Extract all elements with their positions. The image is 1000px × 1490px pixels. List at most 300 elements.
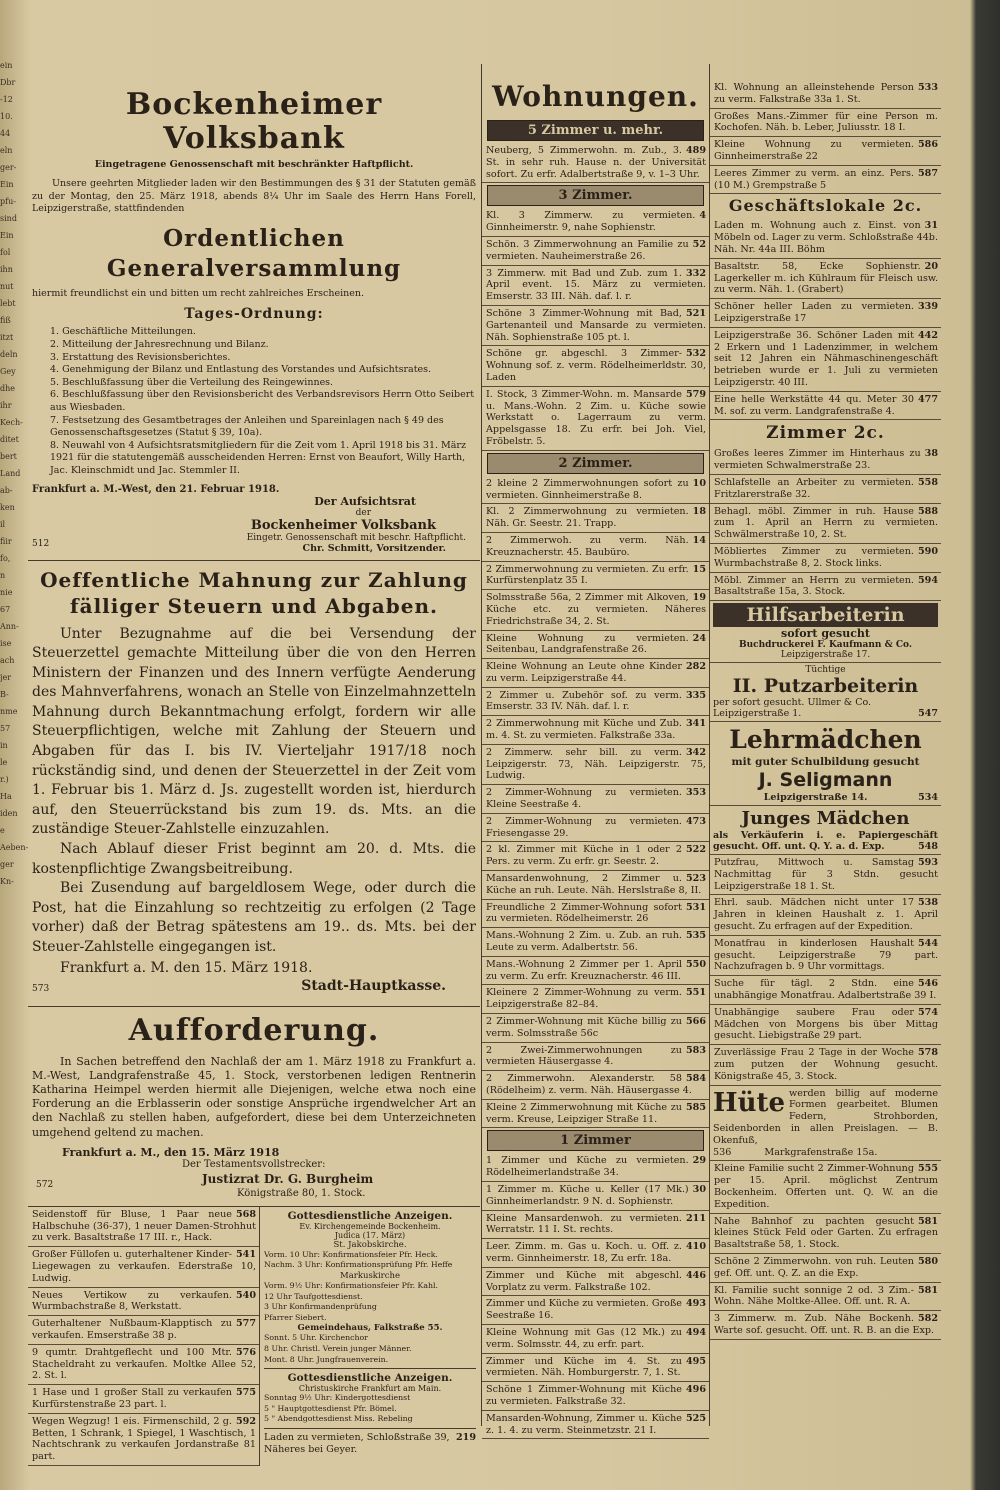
church-hall: Gemeindehaus, Falkstraße 55.	[297, 1323, 443, 1334]
church-title: Gottesdienstliche Anzeigen.	[287, 1209, 453, 1222]
margin-fragment: itzt	[0, 333, 14, 342]
classified-ad	[482, 1354, 709, 1383]
ad-text: Schöner heller Laden zu vermieten. Leipzigerstraße 17	[714, 301, 914, 324]
ad-text: Unabhängige saubere Frau oder Mädchen von Morgens bis über Mittag gesucht. Liebigstraße 29 part.	[714, 1006, 938, 1042]
ref-number: 512	[32, 538, 50, 549]
ad-text: 1 Zimmer m. Küche u. Keller (17 Mk.) Ginnheimerlandstr. 9 N. d. Sophienstr.	[486, 1183, 689, 1207]
ref-number: 521	[685, 307, 706, 319]
estate-name: Justizrat Dr. G. Burgheim	[202, 1171, 374, 1186]
classified-ad	[482, 716, 709, 745]
service-line: 3 Uhr Konfirmandenprüfung	[264, 1302, 377, 1312]
margin-fragment: ihn	[0, 265, 13, 274]
ad-text: 2 Zimmerw. sehr bill. zu verm. Leipzigerstr. 73, Näh. Leipzigerstr. 75, Ludwig.	[486, 746, 706, 782]
classified-ad	[482, 1014, 709, 1043]
margin-fragment: nie	[0, 588, 13, 597]
agenda-item: 7. Festsetzung des Gesamtbetrages der Anleihen und Spareinlagen nach § 49 des Genossenschaftsgesetzes (Statut § 39, 10a).	[50, 414, 444, 439]
ad-text: Kleine 2 Zimmerwohnung mit Küche zu verm. Kreuse, Leipziger Straße 11.	[486, 1101, 682, 1125]
classified-ad	[710, 218, 941, 258]
ref-number: 540	[235, 1289, 256, 1301]
ad-text: Mansardenwohnung, 2 Zimmer u. Küche an ruh. Leute. Näh. Herslstraße 8, II.	[486, 873, 702, 896]
ad-text: Zimmer und Küche im 4. St. zu vermieten. Näh. Homburgerstr. 7, 1. St.	[486, 1355, 682, 1379]
classified-ad	[482, 659, 709, 688]
ref-number: 581	[917, 1215, 938, 1227]
ref-number: 531	[685, 901, 706, 913]
margin-fragment: fol	[0, 248, 11, 257]
classified-ad	[710, 475, 941, 504]
service-line: 5 " Abendgottesdienst Miss. Rebeling	[264, 1414, 413, 1424]
classified-ad	[482, 1325, 709, 1354]
ref-number: 332	[685, 267, 706, 279]
margin-fragment: il	[0, 520, 6, 529]
ads-1-room	[482, 1153, 709, 1439]
tax-body: Unter Bezugnahme auf die bei Versendung der Steuerzettel gemachte Mitteilung über die von den Herren Ministern der Finanzen und des Innern verfügte Aenderung des Mahnverfahrens, wonach an Stelle von Einzelmahnzetteln Mahnung durch Bekanntmachung erfolgt, fordern wir alle Steuerpflichtigen, welche mit Zahlung der Steuern und Abgaben für das I. bis IV. Vierteljahr 1917/18 noch rückständig sind, und denen der Steuerzettel in der Zeit vom 1. Februar bis 1. März d. Js. zugestellt worden ist, hierdurch auf, den Steuerrückstand bis zum 19. ds. Mts. an die zuständige Steuer-Zahlstelle einzuzahlen.	[32, 625, 476, 838]
church-jakob-times	[264, 1250, 476, 1271]
ad-text: 2 Zimmer-Wohnung zu vermieten. Friesengasse 29.	[486, 815, 682, 839]
estate-title: Aufforderung.	[128, 1012, 380, 1048]
ad-text: 2 Zimmerwoh. zu verm. Näh. Kreuznacherstr. 45. Baubüro.	[486, 534, 689, 558]
church-hall-times	[264, 1333, 476, 1365]
ref-number: 558	[917, 476, 938, 488]
classified-ad	[710, 895, 941, 935]
ref-number: 574	[917, 1006, 938, 1018]
tax-title-1: Oeffentliche Mahnung zur Zahlung	[40, 567, 468, 592]
ref-number: 525	[685, 1412, 706, 1424]
shop-section-title: Geschäftslokale 2c.	[728, 196, 923, 216]
margin-fragment: e	[0, 826, 5, 835]
ad-text: Basaltstr. 58, Ecke Sophienstr. Lagerkeller m. ich Kühlraum für Fleisch usw. zu verm. Näh. 1. (Grabert)	[714, 260, 938, 296]
ref-number: 31	[924, 220, 938, 232]
classified-ad	[710, 1283, 941, 1312]
service-line: 8 Uhr. Christl. Verein junger Männer.	[264, 1343, 412, 1353]
margin-fragment: Kech-	[0, 418, 23, 427]
ad-text: 2 Zimmerwohnung zu vermieten. Zu erfr. Kurfürstenplatz 35 I.	[486, 563, 689, 587]
church-markus: Markuskirche	[339, 1271, 401, 1281]
service-line: 12 Uhr Taufgottesdienst.	[264, 1291, 363, 1301]
margin-fragment: eln	[0, 146, 13, 155]
margin-fragment: B-	[0, 690, 9, 699]
ad-text: 2 Zimmerwohnung mit Küche und Zub. m. 4. St. zu vermieten. Falkstraße 33a.	[486, 718, 682, 742]
church-sunday: Judica (17. März)	[334, 1230, 406, 1240]
classified-ad	[482, 1411, 709, 1440]
classified-ad	[482, 1043, 709, 1072]
classified-ad	[28, 1247, 259, 1287]
ref-number: 442	[917, 329, 938, 341]
ref-number: 495	[685, 1355, 706, 1367]
ref-number: 494	[685, 1326, 706, 1338]
classified-ad	[482, 688, 709, 717]
ad-text: Monatfrau in kinderlosen Haushalt gesucht. Leipzigerstraße 79 part. Nachzufragen b. 9 Uhr vormittags.	[714, 937, 938, 973]
margin-fragment: 57	[0, 724, 11, 733]
ad-text: 2 Zimmerwohn. Alexanderstr. 58 (Rödelheim) z. verm. Näh. Häusergasse 4.	[486, 1073, 692, 1096]
ad-text: Putzfrau, Mittwoch u. Samstag Nachmittag für 3 Stdn. gesucht Leipzigerstraße 18 1. St.	[714, 857, 938, 892]
ref-number: 29	[692, 1155, 706, 1167]
ad-text: Schöne gr. abgeschl. 3 Zimmer-Wohnung sof. z. verm. Rödelheimerldstr. 30, Laden	[486, 348, 706, 383]
classified-ad	[482, 590, 709, 630]
church-title-2: Gottesdienstliche Anzeigen.	[287, 1372, 453, 1385]
ads-rooms	[710, 446, 941, 601]
classified-ad	[482, 306, 709, 346]
ref-number: 547	[918, 708, 938, 720]
agenda-item: 2. Mitteilung der Jahresrechnung und Bilanz.	[50, 338, 269, 350]
margin-fragment: fiß	[0, 316, 11, 325]
agenda-item: 8. Neuwahl von 4 Aufsichtsratsmitgliedern für die Zeit vom 1. April 1918 bis 31. März 1921 für die statutengemäß ausscheidenden Herren: Ernst von Beaufort, Willy Harth, Jac. Kleinschmidt und Jac. Stemmler II.	[50, 439, 466, 476]
job-ad-junges	[710, 806, 941, 855]
job-title: Hilfsarbeiterin	[713, 603, 938, 627]
classified-ad	[482, 143, 709, 183]
classified-ad	[710, 1311, 941, 1340]
ref-number: 15	[692, 563, 706, 575]
classified-ad	[482, 346, 709, 386]
ref-number: 523	[685, 873, 706, 885]
margin-fragment: deln	[0, 350, 18, 359]
classified-ad	[482, 1268, 709, 1297]
classified-ad	[710, 299, 941, 328]
classified-ad	[28, 1207, 259, 1247]
ref-number: 335	[685, 689, 706, 701]
classified-ad	[482, 1382, 709, 1411]
classified-ad	[710, 392, 941, 421]
ad-text: 2 kl. Zimmer mit Küche in 1 oder 2 Pers. zu verm. Zu erfr. gr. Seestr. 2.	[486, 844, 682, 868]
shop-ad-text: Laden zu vermieten, Schloßstraße 39, Näheres bei Geyer.	[264, 1431, 450, 1455]
classified-ad	[482, 900, 709, 929]
left-column	[28, 64, 480, 1463]
classified-ad	[28, 1288, 259, 1317]
ad-text: Guterhaltener Nußbaum-Klapptisch zu verkaufen. Emserstraße 38 p.	[32, 1318, 232, 1341]
ad-text: Möbl. Zimmer an Herrn zu vermieten. Basaltstraße 15a, 3. Stock.	[714, 574, 914, 598]
ad-text: Kleine Familie sucht 2 Zimmer-Wohnung per 15. April. möglichst Zentrum Bockenheim. Offerten unt. Q. W. an die Expedition.	[714, 1163, 938, 1210]
margin-fragment: Dbr	[0, 78, 16, 87]
church-notices	[260, 1207, 480, 1466]
ref-number: 576	[235, 1346, 256, 1358]
adjacent-page-margin	[0, 60, 29, 1480]
ref-number: 52	[692, 238, 706, 250]
classified-ad	[28, 1345, 259, 1385]
ad-text: Kleine Mansardenwoh. zu vermieten. Werratstr. 11 I. St. rechts.	[486, 1212, 682, 1236]
ad-text: Ehrl. saub. Mädchen nicht unter 17 Jahren in kleinen Haushalt z. 1. April gesucht. Zu erfragen auf der Expedition.	[714, 897, 938, 933]
job-ad-putz	[710, 663, 941, 722]
margin-fragment: Gey	[0, 367, 16, 376]
ref-number: 555	[917, 1163, 938, 1175]
ad-text: Wegen Wegzug! 1 eis. Firmenschild, 2 g. Betten, 1 Schrank, 1 Spiegel, 1 Waschtisch, 1 Nachtschrank zu verkaufen Jordanstraße 81 part.	[32, 1415, 256, 1463]
bank-intro: Unsere geehrten Mitglieder laden wir den Bestimmungen des § 31 der Statuten gemäß zu der Montag, den 25. März 1918, abends 8¼ Uhr im Saale des Herrn Hans Forell, Leipzigerstraße, stattfindenden	[32, 178, 476, 215]
margin-fragment: Aeben-	[0, 843, 29, 852]
ref-number: 587	[917, 167, 938, 179]
ref-number: 584	[685, 1073, 706, 1085]
margin-fragment: pfu-	[0, 197, 16, 206]
ad-text: Kl. 2 Zimmerwohnung zu vermieten. Näh. Gr. Seestr. 21. Trapp.	[486, 506, 689, 530]
service-line: Sonnt. 5 Uhr. Kirchenchor	[264, 1333, 368, 1343]
ad-text: Leipzigerstraße 36. Schöner Laden mit 2 Erkern und 1 Ladenzimmer, in welchem seit 12 Jahren ein Nähmaschinengeschäft betrieben wurde er 1. Juli zu vermieten Leipzigerstr. 40 III.	[714, 329, 938, 388]
job-ad-lehr	[710, 722, 941, 806]
margin-fragment: in	[0, 741, 8, 750]
service-line: Pfarrer Siebert.	[264, 1312, 327, 1322]
ref-number: 10	[692, 477, 706, 489]
ref-number: 586	[917, 139, 938, 151]
job-sub: sofort gesucht	[781, 627, 870, 641]
hat-ad	[710, 1086, 941, 1162]
classified-ad	[710, 1254, 941, 1283]
margin-fragment: ein	[0, 61, 13, 70]
margin-fragment: Ein	[0, 180, 14, 189]
classified-ad	[482, 1211, 709, 1240]
margin-fragment: Land	[0, 469, 21, 478]
job-addr: Leipzigerstraße 1.	[713, 708, 802, 720]
margin-fragment: ger-	[0, 163, 17, 172]
ad-text: Eine helle Werkstätte 44 qu. Meter 30 M. sof. zu verm. Landgrafenstraße 4.	[714, 393, 914, 417]
classified-ad	[482, 785, 709, 814]
hat-big: Hüte	[713, 1087, 786, 1118]
ref-number: 489	[685, 145, 706, 156]
agenda-item: 4. Genehmigung der Bilanz und Entlastung des Vorstandes und Aufsichtsrates.	[50, 364, 432, 376]
classified-ad	[710, 976, 941, 1005]
ref-number: 593	[917, 857, 938, 869]
ad-text: Neues Vertikow zu verkaufen. Wurmbachstraße 8, Werkstatt.	[32, 1289, 232, 1313]
ad-text: 2 Zwei-Zimmerwohnungen zu vermieten Häusergasse 4.	[486, 1044, 682, 1068]
ads-wanted	[710, 1161, 941, 1339]
estate-addr: Königstraße 80, 1. Stock.	[237, 1187, 366, 1199]
agenda-list	[32, 326, 476, 477]
job-sub: mit guter Schulbildung gesucht	[731, 756, 920, 769]
margin-fragment: 67	[0, 605, 11, 614]
tax-body-2: Nach Ablauf dieser Frist beginnt am 20. d. Mts. die kostenpflichtige Zwangsbeitreibung.	[32, 841, 476, 877]
classified-ad	[482, 985, 709, 1014]
ref-number: 536	[713, 1146, 732, 1158]
classified-ad	[28, 1316, 259, 1345]
classified-ad	[710, 1005, 941, 1045]
ref-number: 573	[32, 983, 50, 994]
service-line: Mont. 8 Uhr. Jungfrauenverein.	[264, 1354, 389, 1364]
ad-text: Solmsstraße 56a, 2 Zimmer mit Alkoven, Küche etc. zu vermieten. Näheres Friedrichstraße 34, 2. St.	[486, 592, 706, 627]
section-header: 5 Zimmer u. mehr.	[487, 120, 704, 141]
church-christus: Christuskirche Frankfurt am Main.	[298, 1384, 442, 1394]
ref-number: 534	[918, 792, 938, 804]
classified-ad	[482, 957, 709, 986]
ref-number: 579	[685, 388, 706, 400]
margin-fragment: n	[0, 571, 6, 580]
ad-text: Schlafstelle an Arbeiter zu vermieten. Fritzlarerstraße 32.	[714, 476, 914, 500]
sign-board: Der Aufsichtsrat	[314, 494, 416, 508]
classified-ad	[710, 936, 941, 976]
ad-text: Großes Mans.-Zimmer für eine Person m. Kochofen. Näh. b. Leber, Juliusstr. 18 I.	[714, 110, 938, 134]
classified-ad	[482, 1182, 709, 1211]
tax-date: Frankfurt a. M. den 15. März 1918.	[60, 959, 313, 976]
ref-number: 590	[917, 545, 938, 557]
classified-ad	[482, 562, 709, 591]
ads-5-rooms	[482, 143, 709, 183]
ref-number: 19	[692, 592, 706, 604]
ref-number: 585	[685, 1101, 706, 1113]
margin-fragment: fo,	[0, 554, 11, 563]
ads-jobs	[710, 855, 941, 1086]
service-line: Nachm. 3 Uhr: Konfirmationsprüfung Pfr. Heffe	[264, 1260, 453, 1270]
ad-text: 1 Hase und 1 großer Stall zu verkaufen Kurfürstenstraße 23 part. l.	[32, 1387, 232, 1410]
shop-ad	[264, 1432, 476, 1456]
ref-number: 30	[692, 1183, 706, 1195]
section-header: 2 Zimmer.	[487, 453, 704, 474]
section-header: 1 Zimmer	[487, 1130, 704, 1151]
classified-ad	[710, 80, 941, 109]
classified-ad	[710, 137, 941, 166]
ref-number: 551	[685, 987, 706, 999]
ref-number: 14	[692, 534, 706, 546]
ref-number: 583	[685, 1044, 706, 1056]
job-addr: Leipzigerstraße 17.	[780, 650, 871, 661]
margin-fragment: Kn-	[0, 877, 14, 886]
ref-number: 588	[917, 505, 938, 517]
classified-ad	[28, 1414, 259, 1466]
classified-ad	[482, 745, 709, 785]
ad-text: Kleine Wohnung zu vermieten. Ginnheimerstraße 22	[714, 139, 914, 162]
job-body: per sofort gesucht. Ullmer & Co.	[713, 697, 872, 709]
ad-text: 2 Zimmer-Wohnung mit Küche billig zu verm. Solmsstraße 56c	[486, 1016, 682, 1039]
ref-number: 548	[918, 841, 938, 853]
ref-number: 353	[685, 787, 706, 799]
ad-text: Neuberg, 5 Zimmerwohn. m. Zub., 3. St. in sehr ruh. Hause n. der Universität sofort. Zu erfr. Adalbertstraße 9, v. 1–3 Uhr.	[486, 145, 706, 180]
ref-number: 572	[36, 1179, 54, 1190]
sign-coop: Eingetr. Genossenschaft mit beschr. Haftpflicht.	[246, 532, 466, 543]
agenda-item: 1. Geschäftliche Mitteilungen.	[50, 326, 196, 338]
ref-number: 496	[685, 1384, 706, 1396]
bank-title: Bockenheimer Volksbank	[125, 87, 383, 156]
classified-ad	[28, 1385, 259, 1414]
ad-text: Mans.-Wohnung 2 Zim. u. Zub. an ruh. Leute zu verm. Adalbertstr. 56.	[486, 930, 682, 954]
ad-text: Großer Füllofen u. guterhaltener Kinder-Liegewagen zu verkaufen. Ederstraße 10, Ludwig.	[32, 1249, 256, 1284]
ad-text: Kl. 3 Zimmerw. zu vermieten. Ginnheimerstr. 9, nahe Sophienstr.	[486, 210, 696, 234]
margin-fragment: Ha	[0, 792, 12, 801]
classified-ad	[710, 259, 941, 299]
classified-ad	[482, 1239, 709, 1268]
margin-fragment: jer	[0, 673, 12, 682]
ref-number: 566	[685, 1016, 706, 1028]
ad-text: Kl. Familie sucht sonnige 2 od. 3 Zim.-Wohn. Nähe Moltke-Allee. Off. unt. R. A.	[714, 1284, 914, 1308]
ref-number: 546	[917, 978, 938, 990]
service-line: Sonntag 9½ Uhr: Kindergottesdienst	[264, 1393, 411, 1403]
ad-text: Großes leeres Zimmer im Hinterhaus zu vermieten Schwalmerstraße 23.	[714, 448, 921, 472]
right-column	[709, 64, 941, 1426]
service-line: 5 " Hauptgottesdienst Pfr. Bömel.	[264, 1403, 397, 1413]
estate-exec: Der Testamentsvollstrecker:	[182, 1158, 326, 1170]
classified-ad	[482, 266, 709, 306]
classified-ad	[482, 1153, 709, 1182]
ad-text: Kl. Wohnung an alleinstehende Person zu verm. Falkstraße 33a 1. St.	[714, 82, 914, 105]
ref-number: 582	[917, 1313, 938, 1325]
classified-ad	[482, 842, 709, 871]
ref-number: 342	[685, 746, 706, 758]
classified-ad	[482, 237, 709, 266]
middle-column	[481, 64, 709, 1436]
ref-number: 538	[917, 897, 938, 909]
margin-fragment: 44	[0, 129, 11, 138]
ref-number: 211	[685, 1212, 706, 1224]
ad-text: Mans.-Wohnung 2 Zimmer per 1. April zu verm. Zu erfr. Kreuznacherstr. 46 III.	[486, 958, 682, 982]
margin-fragment: sind	[0, 214, 17, 223]
job-title: Lehrmädchen	[729, 725, 922, 755]
ad-text: 9 qumtr. Drahtgeflecht und 100 Mtr. Stacheldraht zu verkaufen. Moltke Allee 52, 2. St. l.	[32, 1346, 256, 1382]
ref-number: 550	[685, 958, 706, 970]
ref-number: 341	[685, 718, 706, 730]
margin-fragment: Ann-	[0, 622, 19, 631]
room-section-title: Zimmer 2c.	[766, 423, 885, 444]
classified-ad	[710, 1045, 941, 1085]
ad-text: I. Stock, 3 Zimmer-Wohn. m. Mansarde u. Mans.-Wohn. 2 Zim. u. Küche sowie Werkstatt o. Lagerraum zu verm. Appelsgasse 18. Zu erfr. bei Joh. Viel, Fröbelstr. 5.	[486, 388, 706, 447]
tax-sign: Stadt-Hauptkasse.	[301, 977, 446, 994]
ad-text: Kleinere 2 Zimmer-Wohnung zu verm. Leipzigerstraße 82–84.	[486, 987, 682, 1011]
classified-ad	[482, 1071, 709, 1100]
ref-number: 578	[917, 1047, 938, 1059]
ad-text: Schöne 2 Zimmerwohn. von ruh. Leuten gef. Off. unt. Q. Z. an die Exp.	[714, 1256, 914, 1279]
agenda-item: 3. Erstattung des Revisionsberichtes.	[50, 351, 231, 363]
ads-2-rooms	[482, 476, 709, 1129]
sale-ads	[28, 1207, 260, 1466]
agenda-item: 6. Beschlußfassung über den Revisionsbericht des Verbandsrevisors Herrn Otto Seibert aus Wiesbaden.	[50, 389, 475, 413]
margin-fragment: le	[0, 758, 8, 767]
ref-number: 580	[917, 1256, 938, 1267]
margin-fragment: Ein	[0, 231, 14, 240]
job-title: II. Putzarbeiterin	[732, 675, 919, 698]
estate-body: In Sachen betreffend den Nachlaß der am 1. März 1918 zu Frankfurt a. M.-West, Landgrafenstraße 45, 1. Stock, verstorbenen ledigen Rentnerin Katharina Heimpel werden hiermit alle Diejenigen, welche etwa noch eine Forderung an die Erblasserin oder sonstige Ansprüche irgendwelcher Art an den Nachlaß zu stellen haben, aufgefordert, diese bei dem Unterzeichneten umgehend geltend zu machen.	[32, 1054, 476, 1139]
ad-text: Zimmer und Küche mit abgeschl. Vorplatz zu verm. Falkstraße 102.	[486, 1269, 682, 1293]
margin-fragment: ken	[0, 503, 15, 512]
classified-ad	[710, 855, 941, 895]
job-ad-hilf	[710, 601, 941, 663]
bottom-left-area	[28, 1207, 480, 1466]
church-jakob: St. Jakobskirche.	[333, 1239, 407, 1250]
margin-fragment: -12	[0, 95, 13, 104]
tax-body-3: Bei Zusendung auf bargeldlosem Wege, oder durch die Post, hat die Einzahlung so rechtzeitig zu erfolgen (2 Tage vorher) daß der Betrag spätestens am 19.. ds. Mts. bei der Steuer-Zahlstelle eingegangen ist.	[32, 880, 476, 955]
classified-ad	[482, 631, 709, 660]
ad-text: Kleine Wohnung an Leute ohne Kinder zu verm. Leipzigerstraße 44.	[486, 661, 682, 684]
classified-ad	[710, 109, 941, 138]
job-pre: Tüchtige	[805, 665, 846, 676]
ad-text: Leeres Zimmer zu verm. an einz. Pers. (10 M.) Grempstraße 5	[714, 167, 914, 191]
classified-ad	[710, 166, 941, 195]
ads-shops	[710, 218, 941, 420]
classified-ad	[482, 208, 709, 237]
service-line: Vorm. 10 Uhr: Konfirmationsfeier Pfr. Heck.	[264, 1249, 438, 1259]
classified-ad	[482, 1296, 709, 1325]
classified-ad	[482, 504, 709, 533]
margin-fragment: ger	[0, 860, 14, 869]
classified-ad	[710, 328, 941, 392]
margin-fragment: ab-	[0, 486, 13, 495]
classified-ad	[710, 1214, 941, 1254]
ref-number: 282	[685, 661, 706, 673]
classified-ad	[710, 1161, 941, 1213]
classified-ad	[482, 476, 709, 505]
ref-number: 18	[692, 506, 706, 518]
margin-fragment: lebt	[0, 299, 16, 308]
ad-text: Möbliertes Zimmer zu vermieten. Wurmbachstraße 8, 2. Stock links.	[714, 545, 914, 569]
margin-fragment: r.)	[0, 775, 9, 784]
ad-text: 3 Zimmerw. m. Zub. Nähe Bockenh. Warte sof. gesucht. Off. unt. R. B. an die Exp.	[714, 1313, 935, 1336]
ref-number: 38	[924, 448, 938, 460]
tax-title-2: fälliger Steuern und Abgaben.	[70, 593, 438, 618]
margin-fragment: nme	[0, 707, 18, 716]
church-markus-times	[264, 1281, 476, 1323]
ref-number: 410	[685, 1241, 706, 1253]
ref-number: 577	[235, 1318, 256, 1330]
church-christus-times	[264, 1393, 476, 1425]
ad-text: Leer. Zimm. m. Gas u. Koch. u. Off. z. verm. Ginnheimerstr. 18, Zu erfr. 18a.	[486, 1241, 682, 1264]
bank-notice	[28, 64, 480, 554]
margin-fragment: fiir	[0, 537, 12, 546]
classified-ad	[710, 504, 941, 544]
sign-bank: Bockenheimer Volksbank	[250, 517, 436, 533]
margin-fragment: 10.	[0, 112, 13, 121]
bank-subtitle: Eingetragene Genossenschaft mit beschränkter Haftpflicht.	[94, 159, 414, 170]
margin-fragment: ise	[0, 639, 12, 648]
ad-text: 2 Zimmer-Wohnung zu vermieten. Kleine Seestraße 4.	[486, 787, 682, 811]
